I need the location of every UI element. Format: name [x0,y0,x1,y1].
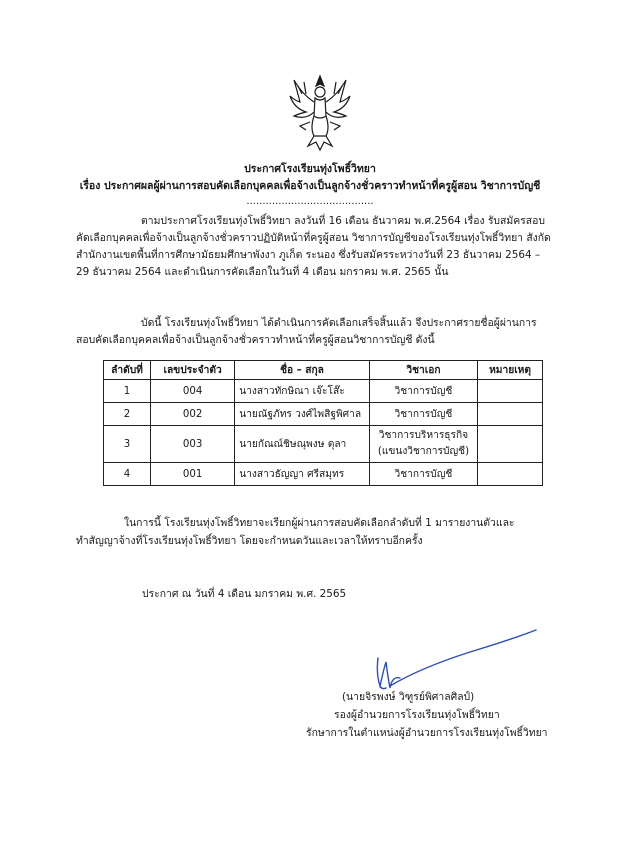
header-major: วิชาเอก [369,361,477,380]
cell-note [478,380,543,403]
cell-no: 1 [104,380,151,403]
intro-line-4: 29 ธันวาคม 2564 และดำเนินการคัดเลือกในวันที่ 4 เดือน มกราคม พ.ศ. 2565 นั้น [76,266,449,278]
announcement-subject: เรื่อง ประกาศผลผู้ผ่านการสอบคัดเลือกบุคคลเพื่อจ้างเป็นลูกจ้างชั่วคราวทำหน้าที่ครูผู้สอน วิชาการบัญชี [79,180,541,192]
closing-line-2: ทำสัญญาจ้างที่โรงเรียนทุ่งโพธิ์วิทยา โดยจะกำหนดวันและเวลาให้ทราบอีกครั้ง [76,535,423,547]
table-row [104,463,543,486]
cell-no: 3 [104,426,151,463]
table-row [104,426,543,463]
cell-name: นายกัณณ์ชิษณุพงษ ตุลา [235,426,370,463]
table-header-row [104,361,543,380]
table-row [104,403,543,426]
garuda-emblem-icon [288,72,352,156]
announcement-title: ประกาศโรงเรียนทุ่งโพธิ์วิทยา [244,163,376,175]
cell-major: วิชาการบัญชี [369,380,477,403]
title-separator: ........................................ [246,196,374,207]
cell-major: วิชาการบัญชี [369,463,477,486]
header-note: หมายเหตุ [478,361,543,380]
signer-position-1: รองผู้อำนวยการโรงเรียนทุ่งโพธิ์วิทยา [334,709,500,721]
cell-major-line-1: วิชาการบริหารธุรกิจ [378,430,469,441]
cell-major: วิชาการบัญชี [369,403,477,426]
cell-no: 2 [104,403,151,426]
announce-line-2: สอบคัดเลือกบุคคลเพื่อจ้างเป็นลูกจ้างชั่วคราวทำหน้าที่ครูผู้สอนวิชาการบัญชี ดังนี้ [76,334,435,346]
cell-note [478,463,543,486]
cell-no: 4 [104,463,151,486]
header-id: เลขประจำตัว [151,361,235,380]
signer-position-2: รักษาการในตำแหน่งผู้อำนวยการโรงเรียนทุ่งโพธิ์วิทยา [306,727,548,739]
intro-line-2: คัดเลือกบุคคลเพื่อจ้างเป็นลูกจ้างชั่วคราวปฏิบัติหน้าที่ครูผู้สอน วิชาการบัญชีของโรงเรียนทุ่งโพธิ์วิทยา สังกัด [76,232,551,244]
intro-line-3: สำนักงานเขตพื้นที่การศึกษามัธยมศึกษาพังงา ภูเก็ต ระนอง ซึ่งรับสมัครระหว่างวันที่ 23 ธันวาคม 2564 – [76,249,541,261]
cell-note [478,403,543,426]
intro-line-1: ตามประกาศโรงเรียนทุ่งโพธิ์วิทยา ลงวันที่ 16 เดือน ธันวาคม พ.ศ.2564 เรื่อง รับสมัครสอบ [141,215,545,227]
cell-major [369,426,477,463]
cell-major-line-2: (แขนงวิชาการบัญชี) [377,446,470,457]
cell-note [478,426,543,463]
announce-line-1: บัดนี้ โรงเรียนทุ่งโพธิ์วิทยา ได้ดำเนินการคัดเลือกเสร็จสิ้นแล้ว จึงประกาศรายชื่อผู้ผ่านการ [141,317,537,329]
table-row [104,380,543,403]
signer-name: (นายจิรพงษ์ วิฑูรย์พิศาลศิลป์) [342,691,475,703]
cell-name: นายณัฐภัทร วงศ์ไพสิฐพิศาล [235,403,370,426]
cell-id: 001 [151,463,235,486]
cell-name: นางสาวธัญญา ศรีสมุทร [235,463,370,486]
cell-name: นางสาวทักษิณา เจ๊ะโส๊ะ [235,380,370,403]
header-no: ลำดับที่ [104,361,151,380]
cell-id: 002 [151,403,235,426]
cell-id: 004 [151,380,235,403]
cell-id: 003 [151,426,235,463]
announcement-date: ประกาศ ณ วันที่ 4 เดือน มกราคม พ.ศ. 2565 [142,588,347,600]
closing-line-1: ในการนี้ โรงเรียนทุ่งโพธิ์วิทยาจะเรียกผู้ผ่านการสอบคัดเลือกลำดับที่ 1 มารายงานตัวและ [124,517,515,529]
results-table [103,360,543,486]
header-name: ชื่อ – สกุล [235,361,370,380]
